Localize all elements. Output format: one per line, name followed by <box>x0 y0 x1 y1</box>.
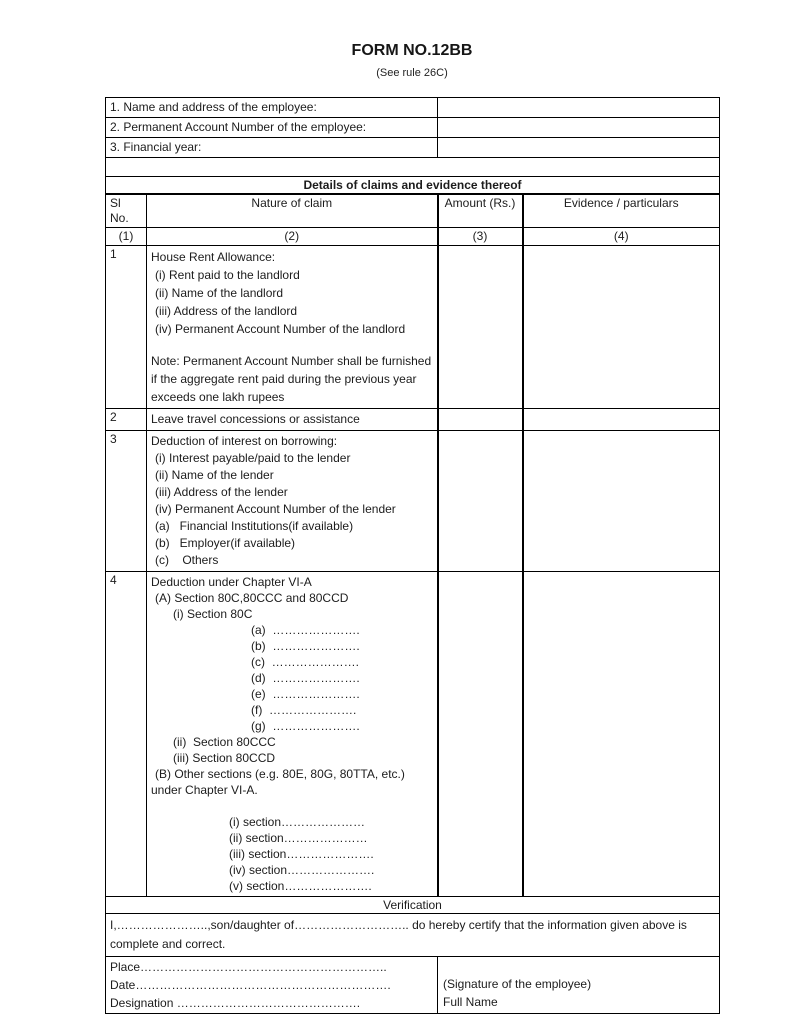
claim-row <box>106 431 720 572</box>
verification-text-row <box>106 914 720 957</box>
claim-amount-cell <box>438 409 523 431</box>
claim-line: (iv) section…………………. <box>229 863 375 877</box>
claim-nature-cell <box>147 409 438 431</box>
claim-line: (v) section…………………. <box>229 879 372 893</box>
claim-line: (ii) Section 80CCC <box>173 735 276 749</box>
claim-line: (i) Rent paid to the landlord <box>155 268 300 282</box>
claim-line: under Chapter VI-A. <box>151 783 258 797</box>
claim-evidence-cell <box>523 572 720 897</box>
claims-column-numbers <box>106 228 720 246</box>
claim-line: (b) …………………. <box>251 639 360 653</box>
claim-sl-no: 3 <box>106 431 147 572</box>
claim-line: (ii) Name of the lender <box>155 468 274 482</box>
claim-line <box>151 798 433 814</box>
claim-line: (iii) Section 80CCD <box>173 751 276 765</box>
claim-line: Note: Permanent Account Number shall be furnished if the aggregate rent paid during the previous year exceeds one lakh rupees <box>151 354 435 404</box>
claim-line: (iii) Address of the landlord <box>155 304 298 318</box>
claim-line: (g) …………………. <box>251 719 360 733</box>
employee-info-section <box>106 98 720 177</box>
claim-line: (f) …………………. <box>251 703 357 717</box>
form-document <box>105 42 719 1014</box>
claim-line: (d) …………………. <box>251 671 360 685</box>
employee-field-label: 1. Name and address of the employee: <box>106 98 438 118</box>
claim-line: (iii) section…………………. <box>229 847 374 861</box>
col-header-evidence: Evidence / particulars <box>523 194 720 228</box>
col-number-3: (3) <box>438 228 523 246</box>
claim-line: (ii) Name of the landlord <box>155 286 284 300</box>
claim-amount-cell <box>438 431 523 572</box>
col-header-sl-no: Sl No. <box>106 194 147 228</box>
verification-section <box>106 897 720 1014</box>
claim-amount-cell <box>438 572 523 897</box>
claim-sl-no: 4 <box>106 572 147 897</box>
claim-row <box>106 409 720 431</box>
footer-left-cell <box>106 957 438 1014</box>
claims-section-title-row <box>106 177 720 195</box>
employee-field-value <box>438 118 720 138</box>
claim-row <box>106 572 720 897</box>
form-title: FORM NO.12BB <box>351 42 473 59</box>
verification-title-row <box>106 897 720 914</box>
claim-line: (A) Section 80C,80CCC and 80CCD <box>155 591 349 605</box>
claim-nature-cell <box>147 246 438 409</box>
employee-field-label: 2. Permanent Account Number of the employee: <box>106 118 438 138</box>
claim-amount-cell <box>438 246 523 409</box>
claim-row <box>106 246 720 409</box>
claim-line: (iv) Permanent Account Number of the landlord <box>155 322 406 336</box>
claims-column-headers <box>106 194 720 228</box>
claim-line: (c) Others <box>155 553 219 567</box>
claim-nature-cell <box>147 431 438 572</box>
claim-nature-cell <box>147 572 438 897</box>
claims-rows-section <box>106 246 720 897</box>
claim-evidence-cell <box>523 431 720 572</box>
col-header-nature-of-claim: Nature of claim <box>147 194 438 228</box>
place-line: Place…………………………………………………….. <box>110 960 387 974</box>
claim-line: (i) Interest payable/paid to the lender <box>155 451 351 465</box>
signature-label: (Signature of the employee) <box>443 977 592 991</box>
col-number-4: (4) <box>523 228 720 246</box>
claim-line: House Rent Allowance: <box>151 250 276 264</box>
claims-section-title: Details of claims and evidence thereof <box>106 177 720 195</box>
signature-row <box>106 957 720 1014</box>
employee-field-row <box>106 118 720 138</box>
claim-line: (a) Financial Institutions(if available) <box>155 519 354 533</box>
claim-line: (ii) section………………… <box>229 831 368 845</box>
col-header-amount: Amount (Rs.) <box>438 194 523 228</box>
claim-line: Leave travel concessions or assistance <box>151 412 360 426</box>
claims-header-section <box>106 177 720 246</box>
claim-line: (a) …………………. <box>251 623 360 637</box>
claim-line: Deduction under Chapter VI-A <box>151 575 312 589</box>
claim-line: (i) Section 80C <box>173 607 253 621</box>
spacer-cell <box>106 158 720 177</box>
claim-sl-no: 2 <box>106 409 147 431</box>
claim-line: (iv) Permanent Account Number of the lender <box>155 502 396 516</box>
full-name-label: Full Name <box>443 995 498 1009</box>
claim-line: Deduction of interest on borrowing: <box>151 434 338 448</box>
date-line: Date………………………………………………………. <box>110 978 391 992</box>
col-number-2: (2) <box>147 228 438 246</box>
spacer-row <box>106 158 720 177</box>
verification-heading: Verification <box>106 897 720 914</box>
employee-field-value <box>438 98 720 118</box>
claim-line: (b) Employer(if available) <box>155 536 296 550</box>
employee-field-label: 3. Financial year: <box>106 138 438 158</box>
claim-line: (B) Other sections (e.g. 80E, 80G, 80TTA, etc.) <box>155 767 405 781</box>
col-number-1: (1) <box>106 228 147 246</box>
employee-field-row <box>106 98 720 118</box>
designation-line: Designation ………………………………………. <box>110 996 361 1010</box>
claim-sl-no: 1 <box>106 246 147 409</box>
form-subtitle: (See rule 26C) <box>376 67 448 79</box>
footer-right-cell <box>438 957 720 1014</box>
verification-text: I,…………………..,son/daughter of……………………….. do hereby certify that the information given above is complete and correct. <box>106 914 720 957</box>
claim-evidence-cell <box>523 409 720 431</box>
claim-line: (i) section………………… <box>229 815 366 829</box>
employee-field-value <box>438 138 720 158</box>
claim-evidence-cell <box>523 246 720 409</box>
form-table <box>105 97 720 1014</box>
claim-line: (c) …………………. <box>251 655 359 669</box>
claim-line: (iii) Address of the lender <box>155 485 288 499</box>
claim-line: (e) …………………. <box>251 687 360 701</box>
employee-field-row <box>106 138 720 158</box>
